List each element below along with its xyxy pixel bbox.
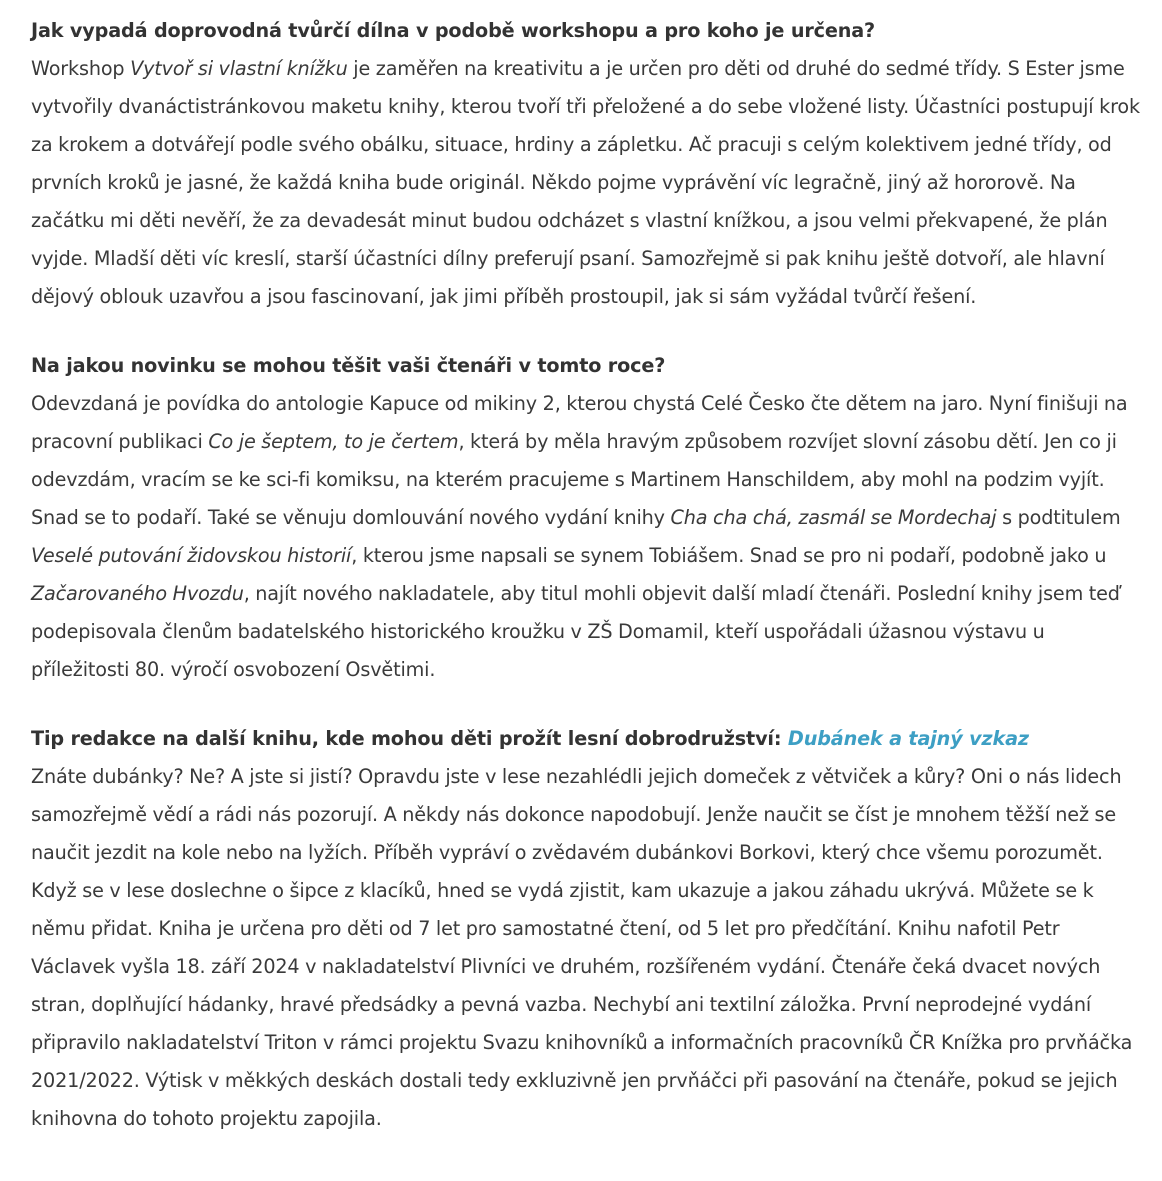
book-subtitle-italic: Veselé putování židovskou historií (31, 544, 352, 567)
interview-question (31, 347, 1140, 385)
question-text: Jak vypadá doprovodná tvůrčí dílna v podobě workshopu a pro koho je určena? (31, 19, 876, 42)
question-text: Na jakou novinku se mohou těšit vaši čtenáři v tomto roce? (31, 354, 666, 377)
interview-answer (31, 385, 1140, 689)
book-title-italic: Začarovaného Hvozdu (31, 582, 244, 605)
answer-text: Odevzdaná je povídka do antologie Kapuce od mikiny 2, kterou chystá Celé Česko čte dětem na jaro. Nyní finišuji na pracovní publikaci (31, 392, 1128, 453)
editor-tip-heading (31, 720, 1140, 758)
answer-text: , která by měla hravým způsobem rozvíjet slovní zásobu dětí. Jen co ji odevzdám, vracím se ke sci-fi komiksu, na kterém pracujeme s Martinem Hanschildem, aby mohl na podzim vyjít. Snad se to podaří. Také se věnuju domlouvání nového vydání knihy (31, 430, 1117, 529)
interview-answer (31, 50, 1140, 316)
answer-text: Workshop (31, 57, 131, 80)
answer-text: , kterou jsme napsali se synem Tobiášem. Snad se pro ni podaří, podobně jako u (351, 544, 1107, 567)
interview-question (31, 12, 1140, 50)
answer-text: Znáte dubánky? Ne? A jste si jistí? Opravdu jste v lese nezahlédli jejich domeček z větviček a kůry? Oni o nás lidech samozřejmě vědí a rádi nás pozorují. A někdy nás dokonce napodobují. Jenže naučit se číst je mnohem těžší než se naučit jezdit na kole nebo na lyžích. Příběh vypráví o zvědavém dubánkovi Borkovi, který chce všemu porozumět. Když se v lese doslechne o šipce z klacíků, hned se vydá zjistit, kam ukazuje a jakou záhadu ukrývá. Můžete se k němu přidat. Kniha je určena pro děti od 7 let pro samostatné čtení, od 5 let pro předčítání. Knihu nafotil Petr Václavek vyšla 18. září 2024 v nakladatelství Plivníci ve druhém, rozšířeném vydání. Čtenáře čeká dvacet nových stran, doplňující hádanky, hravé předsádky a pevná vazba. Nechybí ani textilní záložka. První neprodejné vydání připravilo nakladatelství Triton v rámci projektu Svazu knihovníků a informačních pracovníků ČR Knížka pro prvňáčka 2021/2022. Výtisk v měkkých deskách dostali tedy exkluzivně jen prvňáčci při pasování na čtenáře, pokud se jejich knihovna do tohoto projektu zapojila. (31, 765, 1133, 1130)
book-link-dubanek[interactable]: Dubánek a tajný vzkaz (787, 727, 1029, 750)
answer-text: je zaměřen na kreativitu a je určen pro děti od druhé do sedmé třídy. S Ester jsme vytvořily dvanáctistránkovou maketu knihy, kterou tvoří tři přeložené a do sebe vložené listy. Účastníci postupují krok za krokem a dotvářejí podle svého obálku, situace, hrdiny a zápletku. Ač pracuji s celým kolektivem jedné třídy, od prvních kroků je jasné, že každá kniha bude originál. Někdo pojme vyprávění víc legračně, jiný až hororově. Na začátku mi děti nevěří, že za devadesát minut budou odcházet s vlastní knížkou, a jsou velmi překvapené, že plán vyjde. Mladší děti víc kreslí, starší účastníci dílny preferují psaní. Samozřejmě si pak knihu ještě dotvoří, ale hlavní dějový oblouk uzavřou a jsou fascinovaní, jak jimi příběh prostoupil, jak si sám vyžádal tvůrčí řešení. (31, 57, 1140, 308)
question-text: Tip redakce na další knihu, kde mohou děti prožít lesní dobrodružství: (31, 727, 788, 750)
answer-text: , najít nového nakladatele, aby titul mohli objevit další mladí čtenáři. Poslední knihy jsem teď podepisovala členům badatelského historického kroužku v ZŠ Domamil, kteří uspořádali úžasnou výstavu u příležitosti 80. výročí osvobození Osvětimi. (31, 582, 1120, 681)
book-title-italic: Cha cha chá, zasmál se Mordechaj (670, 506, 997, 529)
answer-text: s podtitulem (996, 506, 1121, 529)
book-description (31, 758, 1140, 1138)
interview-section-news (31, 347, 1140, 689)
book-title-italic: Co je šeptem, to je čertem (208, 430, 459, 453)
book-title-italic: Vytvoř si vlastní knížku (130, 57, 348, 80)
interview-section-editor-tip (31, 720, 1140, 1138)
interview-section-workshop (31, 12, 1140, 316)
